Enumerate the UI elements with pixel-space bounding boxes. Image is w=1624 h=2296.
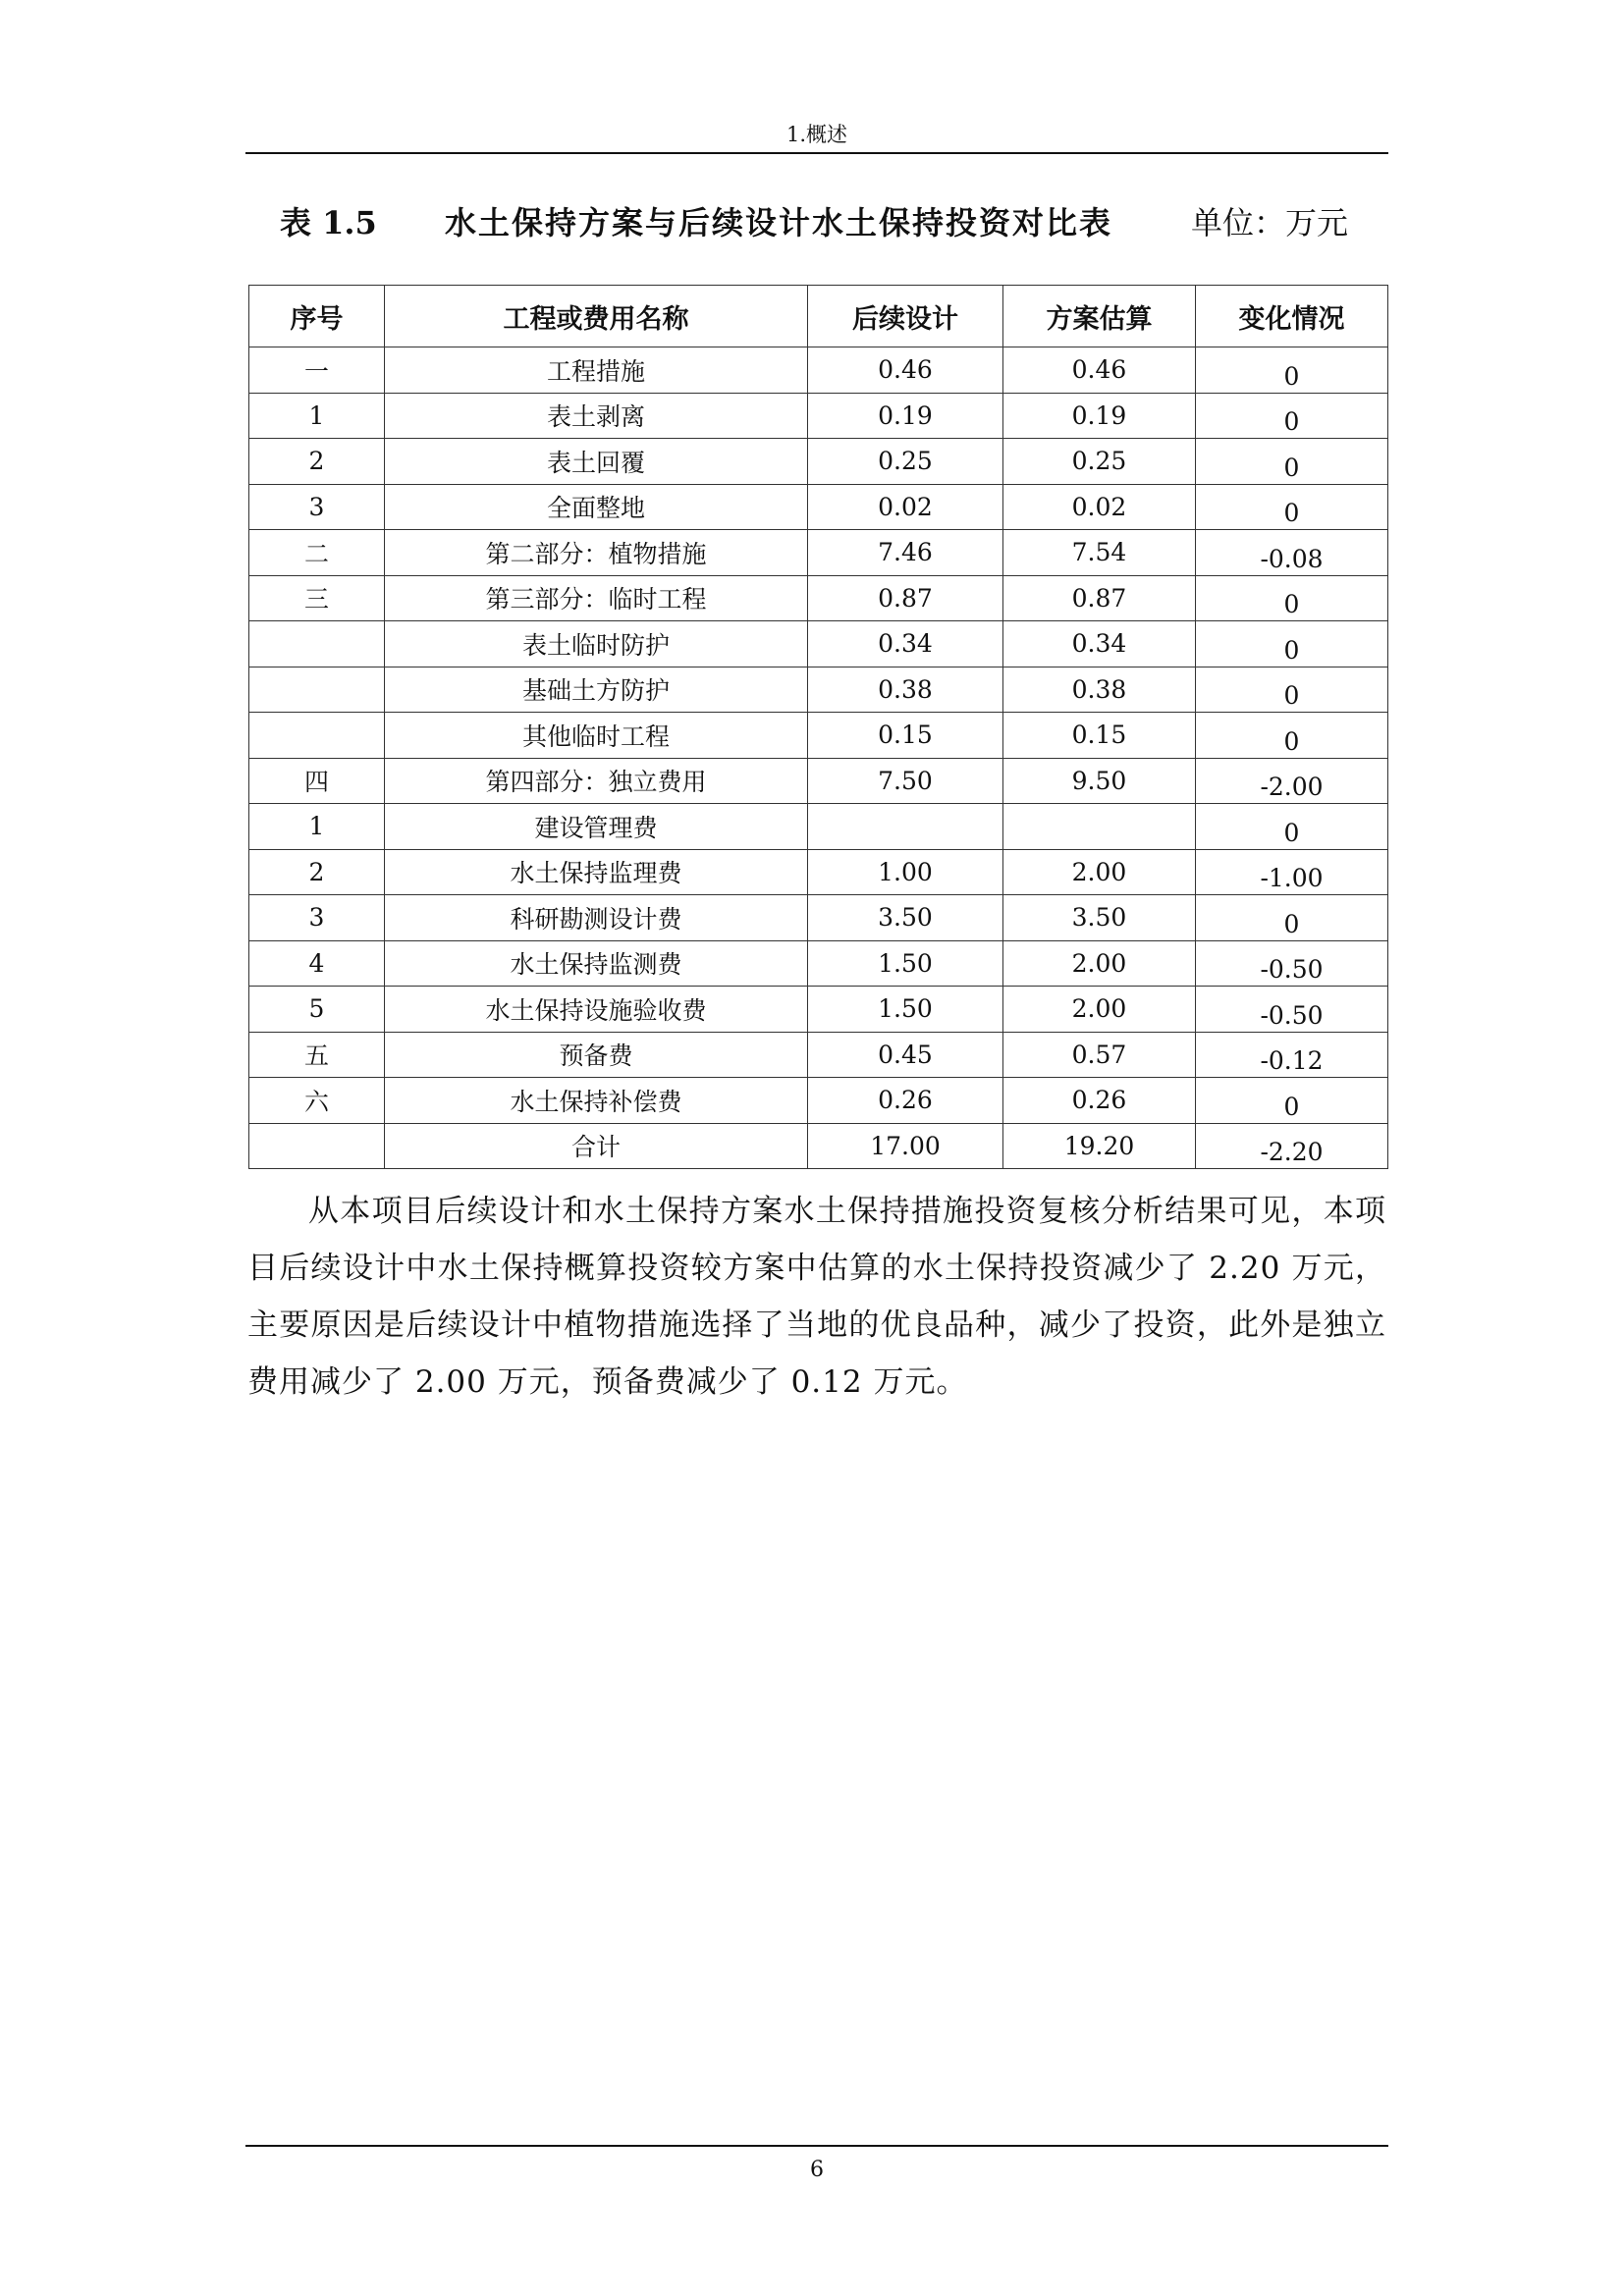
row-plan-estimate: 0.57 xyxy=(1003,1032,1196,1078)
row-change: 0 xyxy=(1196,667,1388,713)
row-item-name: 全面整地 xyxy=(385,484,808,530)
row-plan-estimate: 0.34 xyxy=(1003,621,1196,667)
col-header-index: 序号 xyxy=(249,286,385,347)
table-row xyxy=(249,484,1388,530)
row-plan-estimate: 0.02 xyxy=(1003,484,1196,530)
row-index: 1 xyxy=(249,393,385,439)
row-plan-estimate: 0.25 xyxy=(1003,439,1196,485)
analysis-paragraph: 从本项目后续设计和水土保持方案水土保持措施投资复核分析结果可见，本项目后续设计中水土保持概算投资较方案中估算的水土保持投资减少了 2.20 万元，主要原因是后续设计中植物措施选择了当地的优良品种，减少了投资，此外是独立费用减少了 2.00 万元，预备费减少了 0.12 万元。 xyxy=(247,1194,1386,1400)
row-plan-estimate: 7.54 xyxy=(1003,530,1196,576)
row-index: 一 xyxy=(249,347,385,394)
row-item-name: 水土保持监理费 xyxy=(385,849,808,895)
row-item-name: 第四部分：独立费用 xyxy=(385,758,808,804)
row-change: 0 xyxy=(1196,575,1388,621)
table-row xyxy=(249,347,1388,394)
row-index: 5 xyxy=(249,987,385,1033)
row-followup-design xyxy=(808,804,1003,850)
row-item-name: 科研勘测设计费 xyxy=(385,895,808,941)
row-item-name: 表土临时防护 xyxy=(385,621,808,667)
table-row xyxy=(249,1123,1388,1169)
table-row xyxy=(249,713,1388,759)
row-item-name: 第三部分：临时工程 xyxy=(385,575,808,621)
row-index: 五 xyxy=(249,1032,385,1078)
row-followup-design: 1.50 xyxy=(808,940,1003,987)
table-row xyxy=(249,758,1388,804)
row-index: 1 xyxy=(249,804,385,850)
col-header-change: 变化情况 xyxy=(1196,286,1388,347)
row-followup-design: 7.50 xyxy=(808,758,1003,804)
row-index xyxy=(249,621,385,667)
row-followup-design: 0.19 xyxy=(808,393,1003,439)
table-header-row xyxy=(249,286,1388,347)
row-plan-estimate: 2.00 xyxy=(1003,940,1196,987)
table-row xyxy=(249,987,1388,1033)
row-change: -0.50 xyxy=(1196,940,1388,987)
table-row xyxy=(249,393,1388,439)
row-change: -0.12 xyxy=(1196,1032,1388,1078)
row-index xyxy=(249,1123,385,1169)
table-row xyxy=(249,439,1388,485)
table-row xyxy=(249,895,1388,941)
row-plan-estimate: 2.00 xyxy=(1003,849,1196,895)
row-followup-design: 0.15 xyxy=(808,713,1003,759)
row-index: 4 xyxy=(249,940,385,987)
row-plan-estimate: 0.15 xyxy=(1003,713,1196,759)
table-row xyxy=(249,1032,1388,1078)
row-change: -2.00 xyxy=(1196,758,1388,804)
row-item-name: 工程措施 xyxy=(385,347,808,394)
row-index: 六 xyxy=(249,1078,385,1124)
row-index xyxy=(249,667,385,713)
row-item-name: 水土保持设施验收费 xyxy=(385,987,808,1033)
table-row xyxy=(249,575,1388,621)
row-followup-design: 7.46 xyxy=(808,530,1003,576)
row-item-name: 水土保持补偿费 xyxy=(385,1078,808,1124)
row-item-name: 其他临时工程 xyxy=(385,713,808,759)
row-followup-design: 0.46 xyxy=(808,347,1003,394)
row-item-name: 表土剥离 xyxy=(385,393,808,439)
row-index: 2 xyxy=(249,849,385,895)
table-row xyxy=(249,621,1388,667)
row-item-name: 建设管理费 xyxy=(385,804,808,850)
row-followup-design: 1.00 xyxy=(808,849,1003,895)
col-header-followup-design: 后续设计 xyxy=(808,286,1003,347)
header-rule xyxy=(245,152,1388,154)
row-followup-design: 0.34 xyxy=(808,621,1003,667)
row-plan-estimate xyxy=(1003,804,1196,850)
row-plan-estimate: 3.50 xyxy=(1003,895,1196,941)
table-body xyxy=(249,347,1388,1169)
col-header-item: 工程或费用名称 xyxy=(385,286,808,347)
investment-comparison-table xyxy=(248,285,1388,1169)
table-row xyxy=(249,667,1388,713)
row-item-name: 合计 xyxy=(385,1123,808,1169)
table-caption xyxy=(280,196,1370,249)
row-followup-design: 0.26 xyxy=(808,1078,1003,1124)
row-item-name: 预备费 xyxy=(385,1032,808,1078)
row-change: 0 xyxy=(1196,804,1388,850)
row-index: 二 xyxy=(249,530,385,576)
row-followup-design: 0.25 xyxy=(808,439,1003,485)
row-change: 0 xyxy=(1196,439,1388,485)
row-plan-estimate: 19.20 xyxy=(1003,1123,1196,1169)
table-row xyxy=(249,804,1388,850)
table-row xyxy=(249,1078,1388,1124)
row-followup-design: 3.50 xyxy=(808,895,1003,941)
footer-rule xyxy=(245,2145,1388,2147)
row-followup-design: 0.02 xyxy=(808,484,1003,530)
row-followup-design: 0.38 xyxy=(808,667,1003,713)
row-plan-estimate: 9.50 xyxy=(1003,758,1196,804)
table-number: 表 1.5 xyxy=(280,204,377,241)
row-index xyxy=(249,713,385,759)
table-row xyxy=(249,530,1388,576)
row-change: 0 xyxy=(1196,347,1388,394)
row-plan-estimate: 0.46 xyxy=(1003,347,1196,394)
table-title: 水土保持方案与后续设计水土保持投资对比表 xyxy=(445,204,1113,241)
row-followup-design: 0.45 xyxy=(808,1032,1003,1078)
row-plan-estimate: 0.26 xyxy=(1003,1078,1196,1124)
row-plan-estimate: 0.38 xyxy=(1003,667,1196,713)
row-change: 0 xyxy=(1196,895,1388,941)
row-item-name: 水土保持监测费 xyxy=(385,940,808,987)
row-index: 3 xyxy=(249,895,385,941)
row-plan-estimate: 0.19 xyxy=(1003,393,1196,439)
row-plan-estimate: 0.87 xyxy=(1003,575,1196,621)
row-index: 2 xyxy=(249,439,385,485)
row-change: 0 xyxy=(1196,393,1388,439)
row-index: 四 xyxy=(249,758,385,804)
page-number: 6 xyxy=(810,2158,824,2182)
row-change: -0.50 xyxy=(1196,987,1388,1033)
row-item-name: 基础土方防护 xyxy=(385,667,808,713)
row-change: -2.20 xyxy=(1196,1123,1388,1169)
table-unit: 单位：万元 xyxy=(1191,204,1349,241)
row-change: 0 xyxy=(1196,621,1388,667)
running-header: 1.概述 xyxy=(785,123,848,146)
row-change: -1.00 xyxy=(1196,849,1388,895)
row-change: 0 xyxy=(1196,713,1388,759)
row-plan-estimate: 2.00 xyxy=(1003,987,1196,1033)
row-item-name: 表土回覆 xyxy=(385,439,808,485)
row-change: 0 xyxy=(1196,1078,1388,1124)
row-followup-design: 17.00 xyxy=(808,1123,1003,1169)
row-change: 0 xyxy=(1196,484,1388,530)
row-index: 3 xyxy=(249,484,385,530)
row-index: 三 xyxy=(249,575,385,621)
col-header-plan-estimate: 方案估算 xyxy=(1003,286,1196,347)
row-followup-design: 1.50 xyxy=(808,987,1003,1033)
row-change: -0.08 xyxy=(1196,530,1388,576)
row-item-name: 第二部分：植物措施 xyxy=(385,530,808,576)
table-row xyxy=(249,940,1388,987)
row-followup-design: 0.87 xyxy=(808,575,1003,621)
table-row xyxy=(249,849,1388,895)
